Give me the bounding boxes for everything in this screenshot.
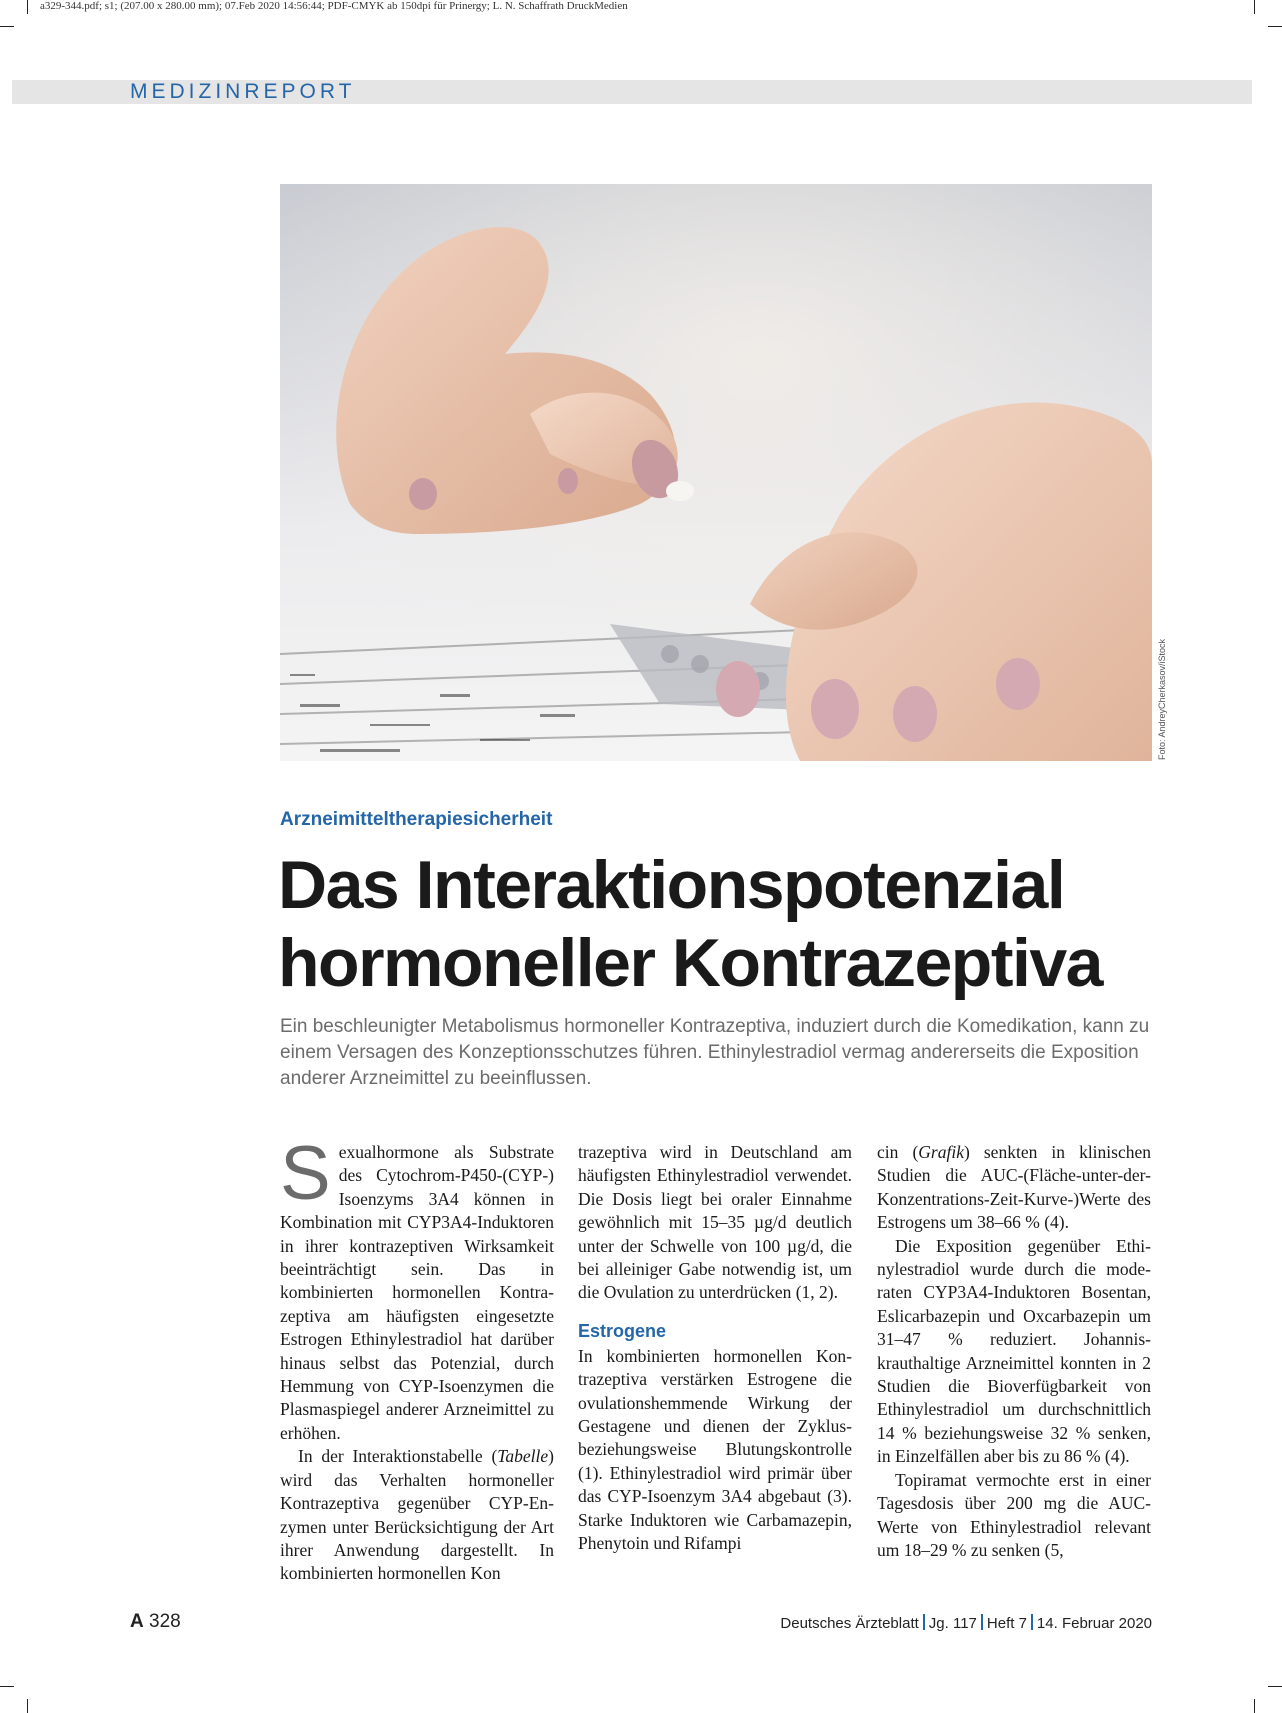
headline-line-2: hormoneller Kontrazeptiva <box>278 925 1102 1001</box>
text-column-3 <box>877 1141 1151 1562</box>
crop-mark <box>1254 0 1255 14</box>
page-number: A 328 <box>130 1611 181 1632</box>
crop-mark <box>0 26 14 27</box>
journal-name: Deutsches Ärzteblatt <box>780 1615 919 1632</box>
body-paragraph: Die Exposition gegenüber Ethinylestradiol wurde durch die moderaten CYP3A4-Induktoren Bosentan, Eslicarbazepin und Oxcarbazepin um 31–47 % reduziert. Johanniskrauthaltige Arzneimittel konnten in 2 Studien die Bioverfügbarkeit von Ethinylestradiol um durchschnittlich 14 % beziehungsweise 32 % senken, in Einzelfällen aber bis zu 86 % (4). <box>877 1235 1151 1467</box>
headline-line-1: Das Interaktionspotenzial <box>278 847 1065 923</box>
issue: Heft 7 <box>986 1615 1027 1632</box>
body-paragraph: In kombinierten hormonellen Kontrazeptiva verstärken Estrogene die ovulationshemmende Wirkung der Gestagene und dienen der Zyklus- beziehungsweise Blutungskontrolle (1). Ethinylestradiol wird primär über das CYP-Isoenzym 3A4 abgebaut (3). Starke Induktoren wie Carbamazepin, Phenytoin und Rifampi <box>578 1345 852 1554</box>
text-column-2 <box>578 1141 852 1556</box>
photo-credit: Foto: AndreyCherkasov/iStock <box>1157 638 1167 760</box>
table-reference: Tabelle <box>497 1446 549 1467</box>
article-kicker: Arzneimitteltherapiesicherheit <box>280 809 553 830</box>
crop-mark <box>1268 26 1282 27</box>
crop-mark <box>1254 1699 1255 1713</box>
footer-citation <box>780 1614 1152 1632</box>
volume: Jg. 117 <box>928 1615 977 1632</box>
crop-mark <box>27 0 28 14</box>
body-paragraph: cin (Grafik) senkten in klinischen Studien die AUC-(Fläche-unter-der-Konzentrations-Zeit-Kurve-)Werte des Estrogens um 38–66 % (4). <box>877 1142 1151 1233</box>
print-info: a329-344.pdf; s1; (207.00 x 280.00 mm); 07.Feb 2020 14:56:44; PDF-CMYK ab 150dpi für Prinergy; L. N. Schaffrath DruckMedien <box>40 0 628 12</box>
article-photo <box>280 184 1152 761</box>
body-paragraph: Topiramat vermochte erst in einer Tagesdosis über 200 mg die AUC-Werte von Ethinylestradiol relevant um 18–29 % zu senken (5, <box>877 1469 1151 1560</box>
issue-date: 14. Februar 2020 <box>1036 1615 1152 1632</box>
article-headline <box>278 846 1178 1002</box>
subheading-estrogene: Estrogene <box>578 1320 667 1341</box>
text-column-1 <box>280 1131 554 1586</box>
section-label: MEDIZINREPORT <box>130 80 356 103</box>
crop-mark <box>0 1686 14 1687</box>
crop-mark <box>27 1699 28 1713</box>
drop-cap: S <box>280 1131 331 1216</box>
crop-mark <box>1268 1686 1282 1687</box>
article-lede: Ein beschleunigter Metabolismus hormoneller Kontrazeptiva, induziert durch die Komedikation, kann zu einem Versagen des Konzeptionsschutzes führen. Ethinylestradiol vermag andererseits die Exposition anderer Arzneimittel zu beeinflussen. <box>280 1016 1150 1089</box>
body-paragraph: Sexualhormone als Substrate des Cytochrom-P450-(CYP-) Isoenzyms 3A4 können in Kombination mit CYP3A4-Induktoren in ihrer kontrazeptiven Wirksamkeit beeinträchtigt sein. Das in kombinierten hormonellen Kontrazeptiva am häufigsten eingesetzte Estrogen Ethinylestradiol hat darüber hinaus selbst das Potenzial, durch Hemmung von CYP-Isoenzymen die Plasmaspiegel anderer Arzneimittel zu erhöhen. <box>280 1131 554 1443</box>
figure-reference: Grafik <box>918 1142 964 1162</box>
body-paragraph: In der Interaktionstabelle (Tabelle) wird das Verhalten hormoneller Kontrazeptiva gegenüber CYP-Enzymen unter Berücksichtigung der Art ihrer Anwendung dargestellt. In kombinierten hormonellen Kon <box>280 1446 554 1584</box>
body-paragraph: trazeptiva wird in Deutschland am häufigsten Ethinylestradiol verwendet. Die Dosis liegt bei oraler Einnahme gewöhnlich mit 15–35 µg/d deutlich unter der Schwelle von 100 µg/d, die bei alleiniger Gabe notwendig ist, um die Ovulation zu unterdrücken (1, 2). <box>578 1142 852 1303</box>
